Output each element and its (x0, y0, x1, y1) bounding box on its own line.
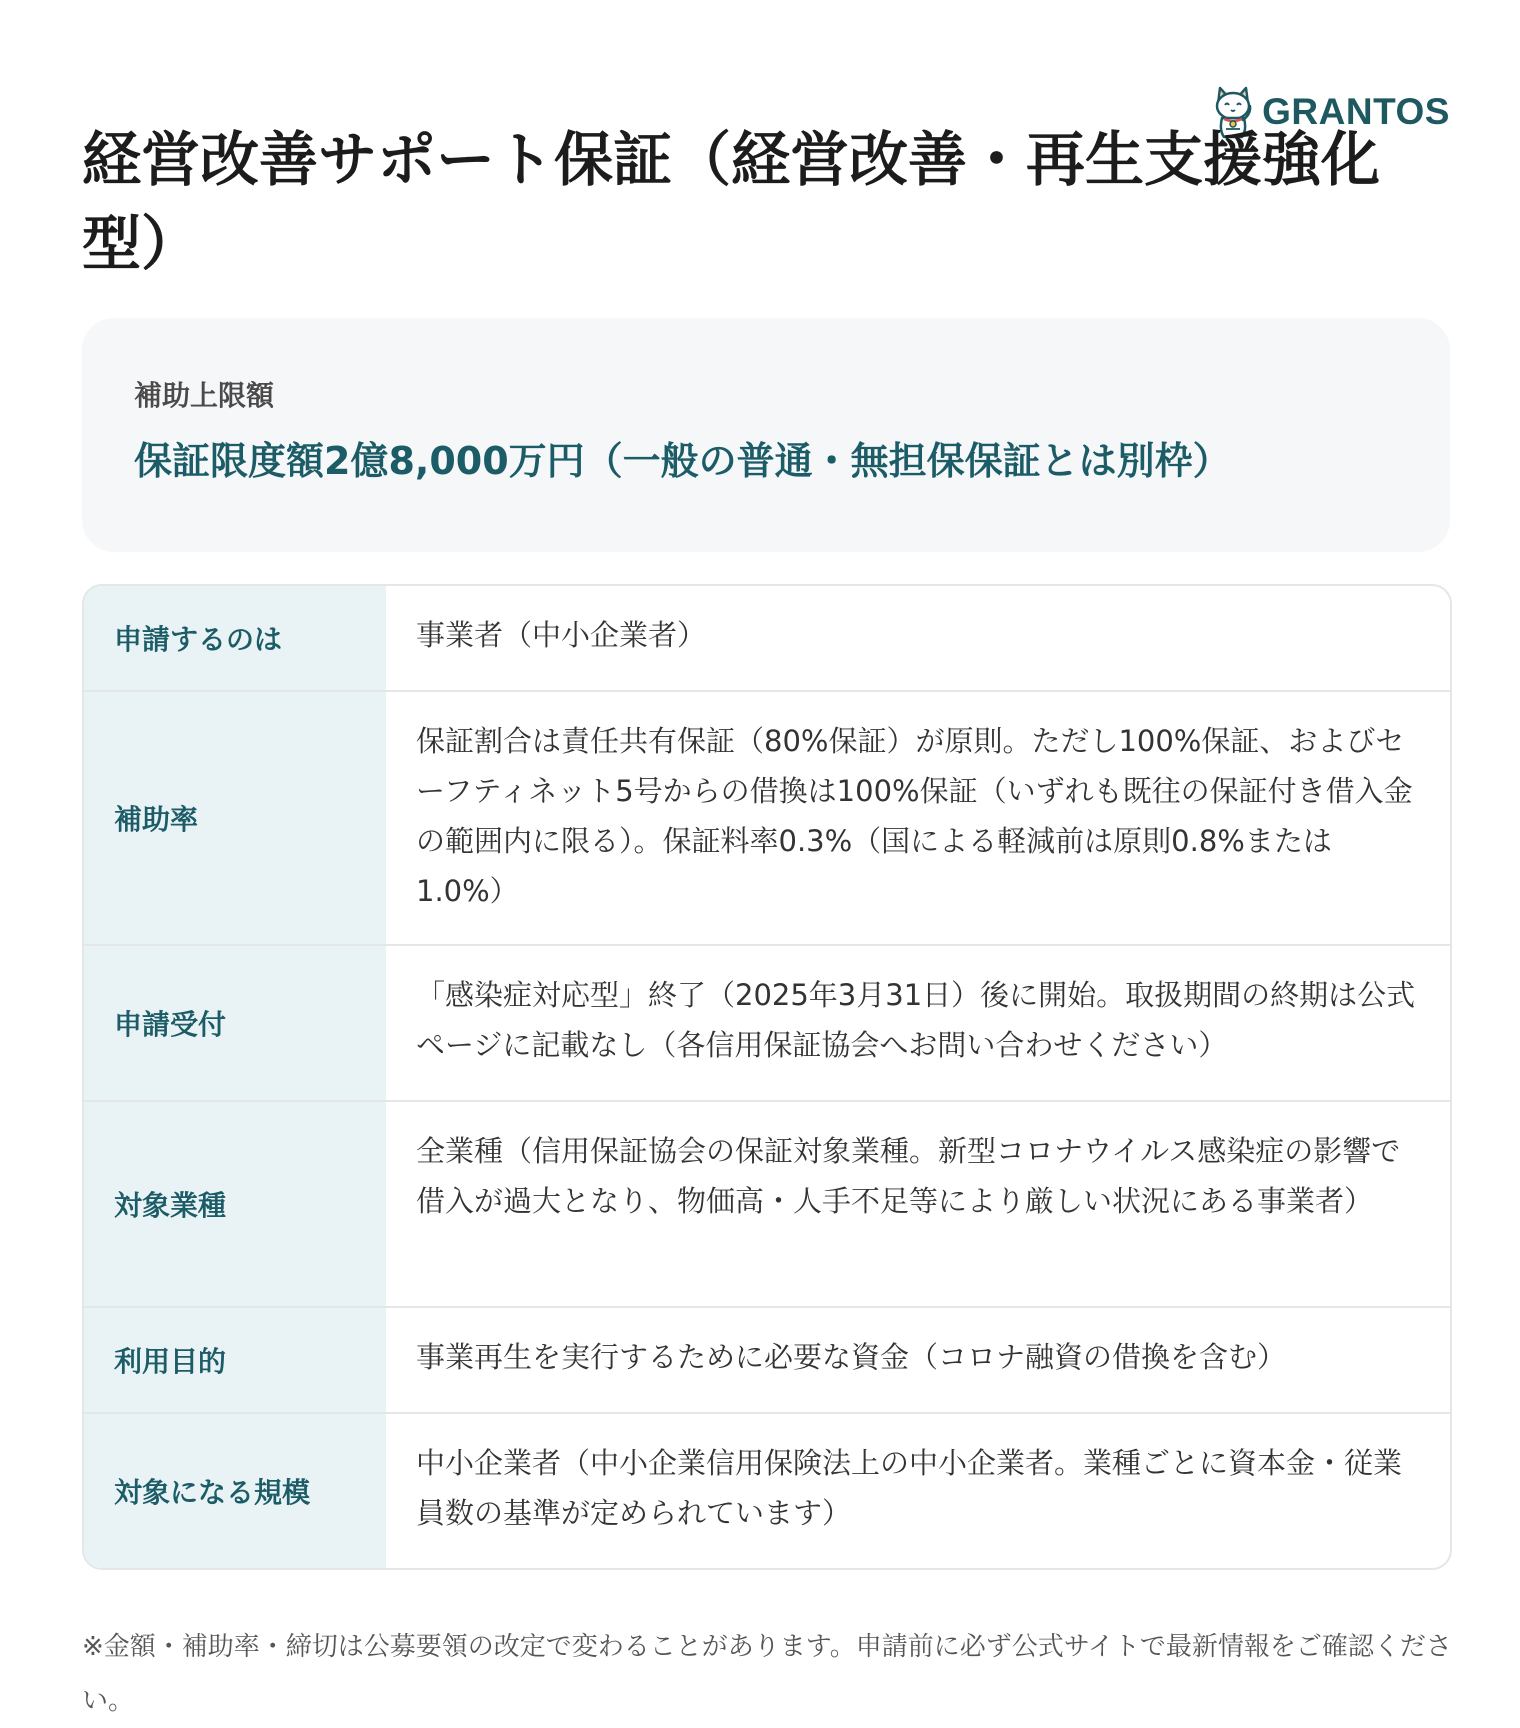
row-label: 利用目的 (84, 1308, 386, 1412)
summary-value: 保証限度額2億8,000万円（一般の普通・無担保保証とは別枠） (134, 439, 1231, 483)
table-row (84, 946, 1450, 1102)
row-value: 中小企業者（中小企業信用保険法上の中小企業者。業種ごとに資本金・従業員数の基準が定められています） (416, 1446, 1403, 1530)
row-value: 「感染症対応型」終了（2025年3月31日）後に開始。取扱期間の終期は公式ページに記載なし（各信用保証協会へお問い合わせください） (416, 978, 1416, 1062)
table-row (84, 692, 1450, 946)
row-label: 対象業種 (84, 1102, 386, 1306)
page-title: 経営改善サポート保証（経営改善・再生支援強化型） (82, 125, 1381, 278)
details-table (82, 584, 1452, 1570)
summary-card (82, 318, 1450, 552)
disclaimer-note: ※金額・補助率・締切は公募要領の改定で変わることがあります。申請前に必ず公式サイトで最新情報をご確認ください。 (82, 1632, 1452, 1716)
row-value: 事業再生を実行するために必要な資金（コロナ融資の借換を含む） (416, 1340, 1287, 1374)
table-row (84, 1414, 1450, 1568)
row-label: 補助率 (84, 692, 386, 944)
row-value: 事業者（中小企業者） (416, 618, 707, 652)
row-label: 対象になる規模 (84, 1414, 386, 1568)
table-row (84, 1308, 1450, 1414)
row-label: 申請受付 (84, 946, 386, 1100)
row-label: 申請するのは (84, 586, 386, 690)
brand-name: GRANTOS (1262, 91, 1450, 132)
table-row (84, 586, 1450, 692)
row-value: 保証割合は責任共有保証（80%保証）が原則。ただし100%保証、およびセーフティネット5号からの借換は100%保証（いずれも既往の保証付き借入金の範囲内に限る）。保証料率0.3%（国による軽減前は原則0.8%または1.0%） (416, 724, 1413, 908)
row-value: 全業種（信用保証協会の保証対象業種。新型コロナウイルス感染症の影響で借入が過大となり、物価高・人手不足等により厳しい状況にある事業者） (416, 1134, 1401, 1218)
summary-label: 補助上限額 (134, 379, 275, 412)
table-row (84, 1102, 1450, 1308)
